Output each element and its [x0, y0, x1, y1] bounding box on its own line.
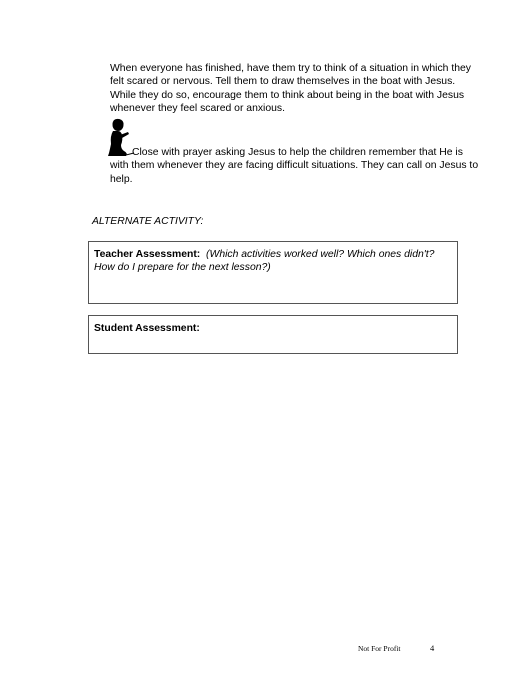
closing-prayer-paragraph: Close with prayer asking Jesus to help the children remember that He is with them whenever they are facing difficult situations. They can call on Jesus to help.: [110, 147, 479, 185]
student-assessment-box: [88, 315, 458, 354]
teacher-assessment-box: [88, 241, 458, 304]
teacher-assessment-prompt: (Which activities worked well? Which ones didn't? How do I prepare for the next lesson?): [94, 249, 435, 274]
footer-text: Not For Profit: [358, 644, 401, 653]
page-number: 4: [430, 643, 435, 653]
teacher-assessment-label: Teacher Assessment:: [94, 249, 201, 260]
student-assessment-label: Student Assessment:: [94, 323, 200, 334]
alternate-activity-heading: ALTERNATE ACTIVITY:: [92, 216, 204, 227]
drawing-activity-paragraph: When everyone has finished, have them try to think of a situation in which they felt scared or nervous. Tell them to draw themselves in the boat with Jesus. While they do so, encourage them to think about being in the boat with Jesus whenever they feel scared or anxious.: [110, 63, 471, 115]
